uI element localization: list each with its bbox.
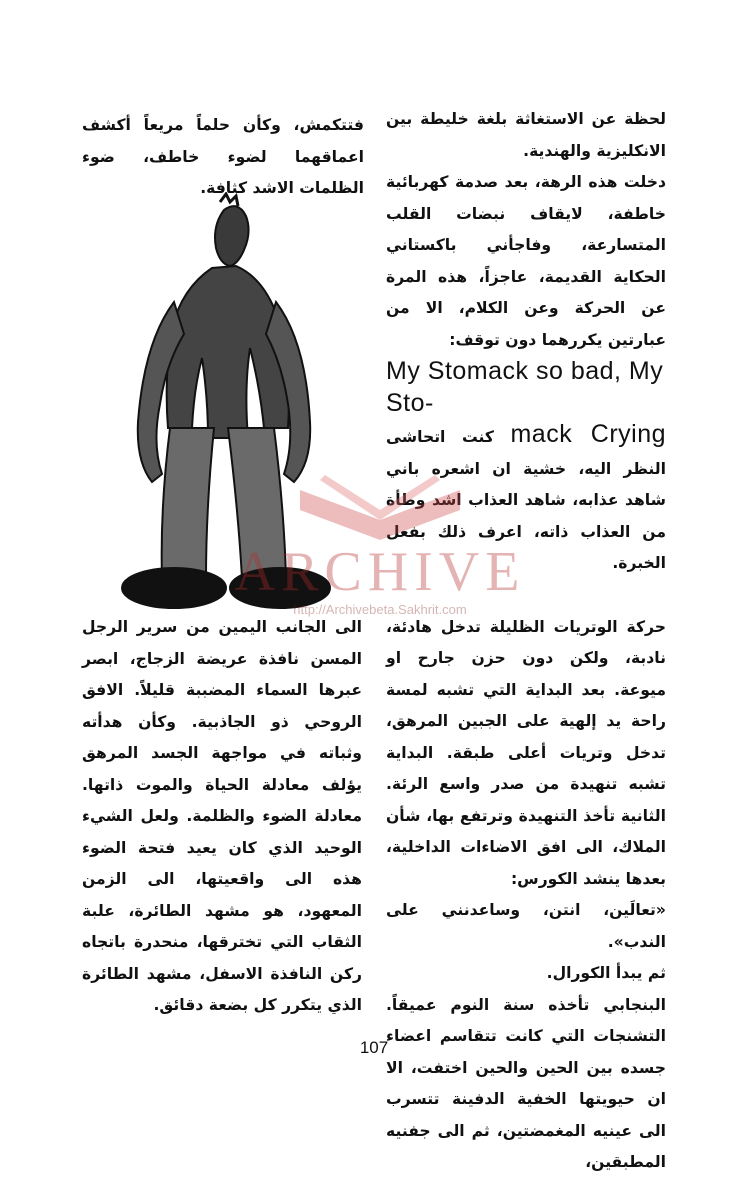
left-text-column-top bbox=[82, 110, 364, 205]
archive-watermark bbox=[230, 470, 530, 630]
paragraph: فتتكمش، وكأن حلماً مريعاً أكشف اعماقهما لضوء خاطف، ضوء الظلمات الاشد كثافة. bbox=[82, 116, 364, 197]
paragraph: «تعالَين، انتن، وساعدنني على الندب». bbox=[386, 901, 666, 951]
paragraph: لحظة عن الاستغاثة بلغة خليطة بين الانكليزية والهندية. bbox=[386, 110, 666, 160]
left-text-column-bottom bbox=[82, 612, 362, 1022]
paragraph: حركة الوتريات الظليلة تدخل هادئة، نادبة، ولكن دون حزن جارح او ميوعة. بعد البداية التي تشبه لمسة راحة يد إلهية على الجبين المرهق، تدخل وتريات أعلى طبقة. البداية تشبه تنهيدة من صدر واسع الرئة. الثانية تأخذ التنهيدة وترتفع بها، شأن الملاك، الى افق الاضاءات الداخلية، بعدها ينشد الكورس: bbox=[386, 617, 666, 888]
paragraph-text: كنت اتحاشى النظر اليه، خشية ان اشعره باني شاهد عذابه، شاهد العذاب اشد وطأة من العذاب ذاته، اعرف ذلك بفعل الخبرة. bbox=[386, 428, 666, 572]
watermark-url: http://Archivebeta.Sakhrit.com bbox=[293, 602, 467, 617]
english-quote: mack Crying bbox=[510, 420, 667, 448]
watermark-title: ARCHIVE bbox=[234, 541, 526, 603]
paragraph: الى الجانب اليمين من سرير الرجل المسن نافذة عريضة الزجاج، ابصر عبرها السماء المضببة قليلاً. الافق الروحي ذو الجاذبية. وكأن هدأته وثباته في مواجهة الجسد المرهق يؤلف معادلة الحياة والموت ذاتها. معادلة الضوء والظلمة. ولعل الشيء الوحيد الذي كان يعيد فتحة الضوء هذه الى واقعيتها، الى الزمن المعهود، هو مشهد الطائرة، علبة الثقاب التي تخترقها، منحدرة باتجاه ركن النافذة الاسفل، مشهد الطائرة الذي يتكرر كل بضعة دقائق. bbox=[82, 618, 362, 1014]
paragraph-text: دخلت هذه الرهة، بعد صدمة كهربائية خاطفة، لايقاف نبضات القلب المتسارعة، وفاجأني باكستاني الحكاية القديمة، عاجزاً، هذه المرة عن الحركة وعن الكلام، الا من عبارتين يكررهما دون توقف: bbox=[386, 173, 666, 349]
paragraph: ثم يبدأ الكورال. bbox=[546, 964, 666, 982]
english-quote: My Stomack so bad, My Sto- bbox=[386, 357, 664, 417]
paragraph: البنجابي تأخذه سنة النوم عميقاً. التشنجات التي كانت تتقاسم اعضاء جسده بين الحين والحين اختفت، الا ان حيويتها الخفية الدفينة تتسرب الى عينيه المغمضتين، ثم الى جفنيه المطبقين، bbox=[386, 995, 666, 1171]
book-logo-icon bbox=[230, 470, 530, 550]
page-number: 107 bbox=[359, 1038, 389, 1057]
right-text-column bbox=[386, 104, 666, 1179]
